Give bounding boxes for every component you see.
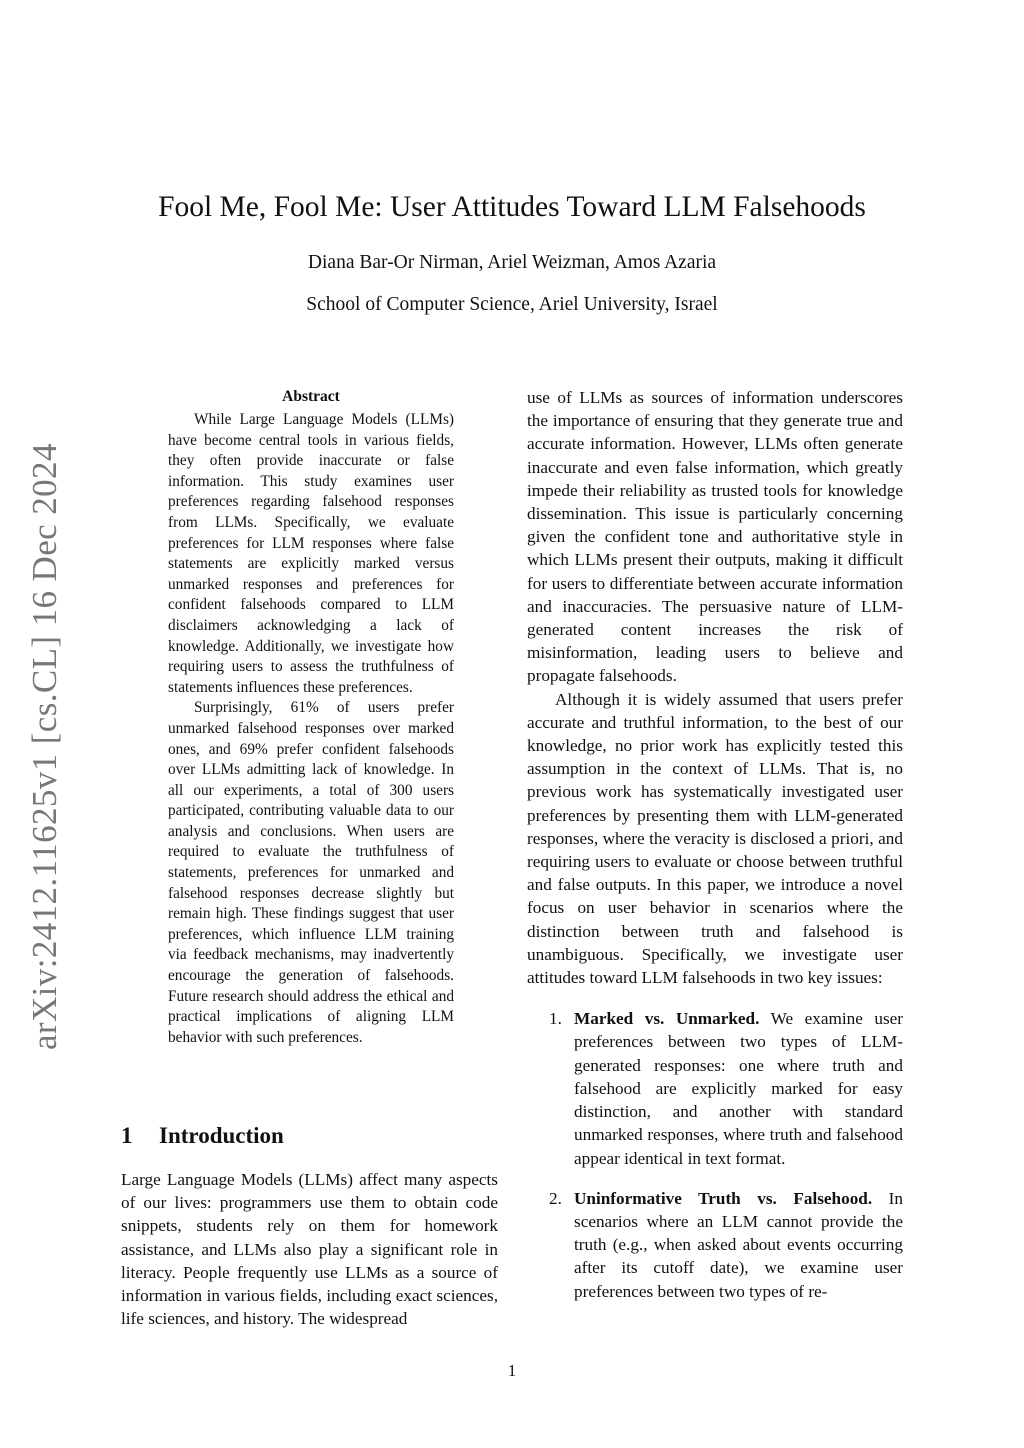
introduction-paragraph: use of LLMs as sources of information underscores the importance of ensuring that they generate true and accurate information. However, LLMs often generate inaccurate and even false information, which greatly impede their reliability as trusted tools for knowledge dissemination. This issue is particularly concerning given the confident tone and authoritative style in which LLMs present their outputs, making it difficult for users to differentiate between accurate information and inaccuracies. The persuasive nature of LLM-generated content increases the risk of misinformation, leading users to believe and propagate falsehoods. (527, 388, 903, 686)
list-item-term: Marked vs. Unmarked. (574, 1009, 760, 1029)
abstract-paragraph: While Large Language Models (LLMs) have become central tools in various fields, they often provide inaccurate or false information. This study examines user preferences regarding falsehood responses from LLMs. Specifically, we evaluate preferences for LLM responses where false statements are explicitly marked versus unmarked responses and preferences for confident falsehoods compared to LLM disclaimers acknowledging a lack of knowledge. Additionally, we investigate how requiring users to assess the truthfulness of statements influences these preferences. (168, 411, 454, 696)
list-item (527, 1187, 903, 1303)
list-item-text: In scenarios where an LLM cannot provide the truth (e.g., when asked about events occurring after its cutoff date), we examine user preferences between two types of re- (574, 1188, 903, 1301)
list-item (527, 1007, 903, 1169)
list-item-term: Uninformative Truth vs. Falsehood. (574, 1188, 873, 1208)
abstract-body (168, 410, 454, 1048)
affiliation: School of Computer Science, Ariel University, Israel (306, 294, 718, 315)
list-item-text: We examine user preferences between two types of LLM-generated responses: one where truth and falsehood are explicitly marked for easy distinction, and another with standard unmarked responses, where truth and falsehood appear identical in text format. (574, 1009, 903, 1168)
section-heading-introduction (121, 1121, 284, 1151)
introduction-paragraph-left: Large Language Models (LLMs) affect many aspects of our lives: programmers use them to obtain code snippets, students rely on them for homework assistance, and LLMs also play a significant role in literacy. People frequently use LLMs as a source of information in various fields, including exact sciences, life sciences, and history. The widespread (121, 1170, 498, 1329)
right-column (527, 386, 903, 1320)
introduction-paragraph: Although it is widely assumed that users prefer accurate and truthful information, to the best of our knowledge, no prior work has explicitly tested this assumption in the context of LLMs. That is, no previous work has systematically investigated user preferences by presenting them with LLM-generated responses, where the veracity is disclosed a priori, and requiring users to evaluate or choose between truthful and false outputs. In this paper, we introduce a novel focus on user behavior in scenarios where the distinction between truth and falsehood is unambiguous. Specifically, we investigate user attitudes toward LLM falsehoods in two key issues: (527, 689, 903, 988)
arxiv-identifier: arXiv:2412.11625v1 [cs.CL] 16 Dec 2024 (25, 443, 64, 1050)
paper-title: Fool Me, Fool Me: User Attitudes Toward LLM Falsehoods (158, 191, 866, 223)
page-number: 1 (507, 1361, 517, 1380)
section-title: Introduction (159, 1123, 284, 1148)
list-item-number: 1. (549, 1009, 562, 1029)
abstract-paragraph: Surprisingly, 61% of users prefer unmarked falsehood responses over marked ones, and 69% prefer confident falsehoods over LLMs admitting lack of knowledge. In all our experiments, a total of 300 users participated, contributing valuable data to our analysis and conclusions. When users are required to evaluate the truthfulness of statements, preferences for unmarked and falsehood responses decrease slightly but remain high. These findings suggest that user preferences, which influence LLM training via feedback mechanisms, may inadvertently encourage the generation of falsehoods. Future research should address the ethical and practical implications of aligning LLM behavior with such preferences. (168, 699, 454, 1046)
abstract-heading: Abstract (282, 388, 340, 405)
author-list: Diana Bar-Or Nirman, Ariel Weizman, Amos Azaria (307, 252, 717, 273)
contribution-list (527, 1007, 903, 1302)
list-item-number: 2. (549, 1188, 562, 1208)
section-number: 1 (121, 1123, 133, 1148)
